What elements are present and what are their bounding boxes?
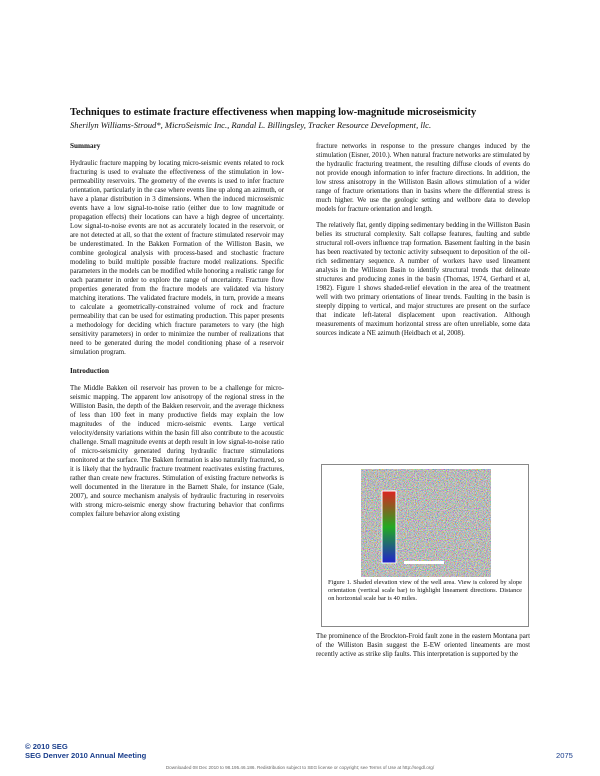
introduction-heading: Introduction	[70, 367, 110, 375]
left-column	[70, 142, 284, 526]
download-notice: Downloaded 08 Dec 2010 to 98.195.46.186. Redistribution subject to SEG license or copyright; see Terms of Use at http://segdl.org/	[165, 765, 435, 770]
page-number: 2075	[556, 751, 573, 760]
footer-meeting: SEG Denver 2010 Annual Meeting	[25, 751, 147, 760]
paper-authors: Sherilyn Williams-Stroud*, MicroSeismic Inc., Randal L. Billingsley, Tracker Resource Development, llc.	[70, 120, 432, 130]
right-column-bottom	[316, 632, 530, 666]
summary-paragraph: Hydraulic fracture mapping by locating micro-seismic events related to rock fracturing is used to evaluate the effectiveness of the stimulation in low-permeability reservoirs. The geometry of the events is used to infer fracture orientation, particularly in the case where events line up along an azimuth, or have a planar distribution in 3 dimensions. When the induced microseismic events have a low signal-to-noise ratio (either due to low magnitude or propagation effects) their locations can have a high degree of uncertainty. Low signal-to-noise events are not as accurately located in the reservoir, or are not detected at all, so that the extent of fracture stimulated reservoir may be underestimated. In the Bakken Formation of the Williston Basin, we combine geological analysis with process-based and stochastic fracture modeling to build multiple possible fracture model realizations. Specific parameters in the models can be modified while honoring a realistic range for each parameter in order to explore the range of uncertainty. Fracture flow properties generated from the fracture models are validated via history matching iterations. The validated fracture models, in turn, provide a means to calculate a geometrically-constrained volume of rock and fracture permeability that can be used for estimating production. This paper presents a methodology for deciding which fracture parameters to vary (the high sensitivity parameters) in order to minimize the number of realizations that need to be generated during the model conditioning phase of a reservoir simulation program.	[70, 160, 284, 356]
right-column-top	[316, 142, 530, 345]
summary-heading: Summary	[70, 142, 101, 150]
introduction-paragraph: The Middle Bakken oil reservoir has proven to be a challenge for micro-seismic mapping. The apparent low anisotropy of the regional stress in the Williston Basin, the depth of the Bakken reservoir, and the average thickness of less than 100 feet in many productive fields may explain the low magnitudes of the induced micro-seismic events. Large vertical velocity/density variations within the basin fill also contribute to the acoustic challenge. Small magnitude events at depth result in low signal-to-noise ratio of micro-seismicity generated during hydraulic fracture stimulations monitored at the surface. The Bakken formation is also naturally fractured, so it is likely that the hydraulic fracture treatment reactivates existing fractures, rather than create new fractures. Stimulation of existing fracture networks is well documented in the literature in the Barnett Shale, for instance (Gale, 2007), and source mechanism analysis of hydraulic fracturing in reservoirs with strong micro-seismic energy show fracturing behavior that confirms complex failure behavior along existing	[70, 385, 284, 518]
figure-1	[321, 464, 529, 627]
elevation-map-image	[361, 469, 491, 577]
right-paragraph-3: The prominence of the Brockton-Froid fault zone in the eastern Montana part of the Williston Basin suggest the E-EW oriented lineaments are most recently active as strike slip faults. This interpretation is supported by the	[316, 633, 530, 658]
figure-caption: Figure 1. Shaded elevation view of the well area. View is colored by slope orientation (vertical scale bar) to highlight lineament directions. Distance on horizontal scale bar is 40 miles.	[328, 579, 522, 602]
shaded-elevation-map	[322, 465, 528, 577]
slope-scale-bar	[382, 491, 396, 563]
right-paragraph-1: fracture networks in response to the pressure changes induced by the stimulation (Eisner, 2010.). When natural fracture networks are stimulated by the hydraulic fracturing treatment, the resulting diffuse clouds of events do not provide enough information to infer fracture directions. In addition, the low stress anisotropy in the Williston Basin allows stimulation of a wider range of fracture orientations than in basins where the differential stress is much higher. We use the geologic setting and wellbore data to develop models for fracture orientation and length.	[316, 143, 530, 213]
right-paragraph-2: The relatively flat, gently dipping sedimentary bedding in the Williston Basin belies its structural complexity. Salt collapse features, faulting and subtle structural roll-overs influence trap formation. Basement faulting in the basin has been reactivated by tectonic activity subsequent to deposition of the oil-rich sedimentary sequence. A number of workers have used lineament analysis in the Williston Basin to identify structural trends that delineate structures and producing zones in the basin (Thomas, 1974, Gerhard et al, 1982). Figure 1 shows shaded-relief elevation in the area of the treatment well with two primary orientations of linear trends. Faulting in the basin is steeply dipping to vertical, and major structures are present on the surface that indicate left-lateral displacement upon reactivation. Although measurements of maximum horizontal stress are often unreliable, some data sources indicate a NE azimuth (Heidbach et al, 2008).	[316, 222, 530, 337]
footer-copyright: © 2010 SEG	[25, 742, 68, 751]
distance-scale-bar	[404, 561, 444, 564]
paper-title: Techniques to estimate fracture effectiveness when mapping low-magnitude microseismicity	[70, 107, 477, 118]
